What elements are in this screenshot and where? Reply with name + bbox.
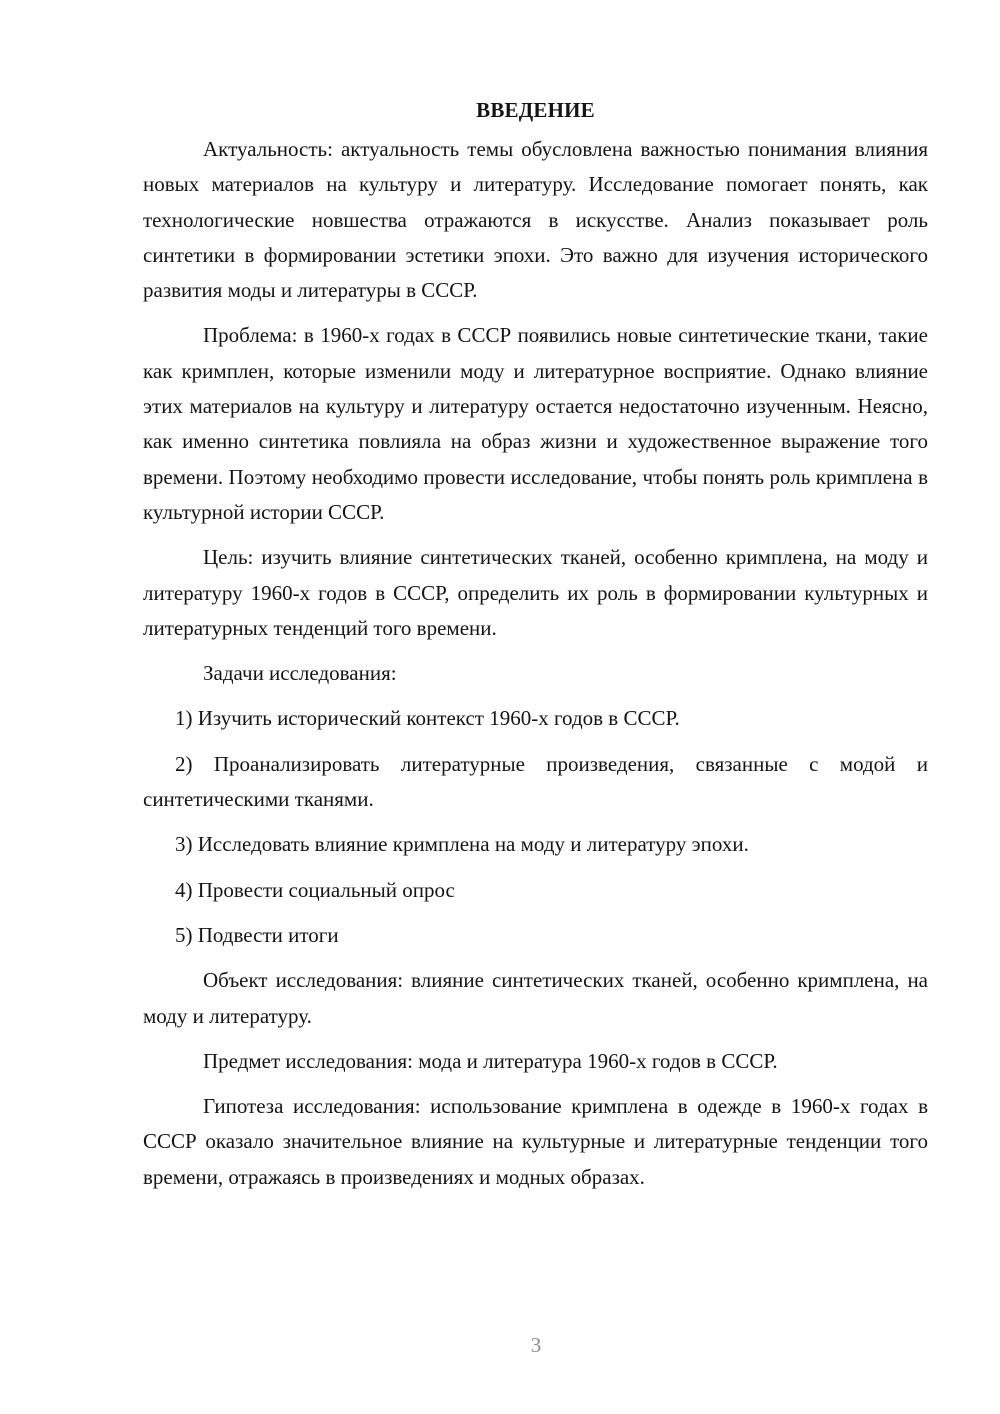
relevance-paragraph: Актуальность: актуальность темы обусловлена важностью понимания влияния новых материалов на культуру и литературу. Исследование помогает понять, как технологические новшества отражаются в искусстве. Анализ показывает роль синтетики в формировании эстетики эпохи. Это важно для изучения исторического развития моды и литературы в СССР. <box>143 137 928 303</box>
section-heading: ВВЕДЕНИЕ <box>476 98 595 122</box>
hypothesis-paragraph: Гипотеза исследования: использование кримплена в одежде в 1960-х годах в СССР оказало значительное влияние на культурные и литературные тенденции того времени, отражаясь в произведениях и модных образах. <box>143 1094 928 1189</box>
document-body <box>143 90 928 1195</box>
task-item-5: 5) Подвести итоги <box>175 922 339 947</box>
goal-paragraph: Цель: изучить влияние синтетических тканей, особенно кримплена, на моду и литературу 1960-х годов в СССР, определить их роль в формировании культурных и литературных тенденций того времени. <box>143 545 928 640</box>
tasks-title: Задачи исследования: <box>203 661 397 686</box>
page-number: 3 <box>530 1333 542 1357</box>
task-item-4: 4) Провести социальный опрос <box>175 877 455 902</box>
object-paragraph: Объект исследования: влияние синтетических тканей, особенно кримплена, на моду и литературу. <box>143 968 928 1028</box>
subject-paragraph: Предмет исследования: мода и литература 1960-х годов в СССР. <box>203 1048 778 1073</box>
task-item-3: 3) Исследовать влияние кримплена на моду и литературу эпохи. <box>175 832 749 857</box>
task-item-2: 2) Проанализировать литературные произведения, связанные с модой и синтетическими тканями. <box>143 751 928 812</box>
task-item-1: 1) Изучить исторический контекст 1960-х годов в СССР. <box>175 706 680 731</box>
problem-paragraph: Проблема: в 1960-х годах в СССР появились новые синтетические ткани, такие как кримплен, которые изменили моду и литературное восприятие. Однако влияние этих материалов на культуру и литературу остается недостаточно изученным. Неясно, как именно синтетика повлияла на образ жизни и художественное выражение того времени. Поэтому необходимо провести исследование, чтобы понять роль кримплена в культурной истории СССР. <box>143 323 928 524</box>
